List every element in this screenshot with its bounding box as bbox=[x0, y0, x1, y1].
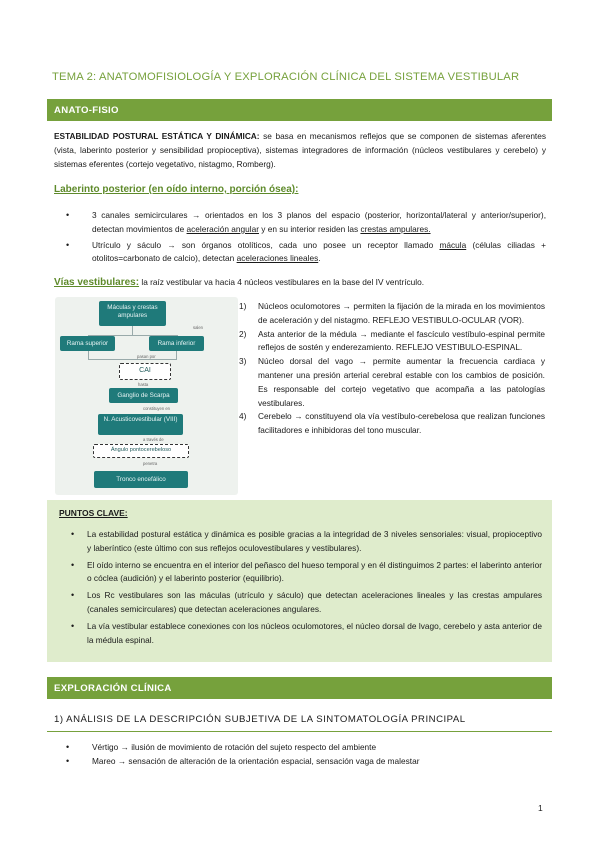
vias-text: la raíz vestibular va hacia 4 núcleos vestibulares en la base del IV ventrículo. bbox=[139, 277, 425, 287]
diagram-node-tronco: Tronco encefálico bbox=[94, 471, 188, 488]
list-item: • Los Rc vestibulares son las máculas (utrículo y sáculo) que detectan aceleraciones lineales y las crestas ampulares (canales semicirculares) que detectan aceleraciones angulares. bbox=[59, 589, 542, 617]
diagram-label-pasan: pasan por bbox=[137, 354, 156, 359]
list-item-text: Núcleo dorsal del vago → permite aumentar la frecuencia cardiaca y mantener una presión arterial cerebral estable con los cambios de posición. Es responsable del cortejo vegetativo que acompaña a las patologías vestibulares. bbox=[258, 356, 545, 408]
vias-heading: Vías vestibulares: bbox=[54, 277, 140, 288]
list-item bbox=[54, 209, 546, 237]
vestibular-pathway-diagram bbox=[55, 297, 238, 495]
diagram-label-traves: a través de bbox=[143, 437, 164, 442]
list-item: • La vía vestibular establece conexiones con los núcleos oculomotores, el núcleo dorsal de lvago, cerebelo y asta anterior de la médula espinal. bbox=[59, 620, 542, 648]
list-number: 2) bbox=[239, 328, 247, 339]
diagram-label-salen: salen bbox=[193, 325, 204, 330]
list-item bbox=[54, 239, 546, 267]
diagram-label-penetra: penetra bbox=[143, 461, 158, 466]
list-item-text: y en su interior residen las bbox=[258, 223, 361, 234]
diagram-node-ganglio: Ganglio de Scarpa bbox=[109, 388, 178, 403]
document-title: TEMA 2: ANATOMOFISIOLOGÍA Y EXPLORACIÓN CLÍNICA DEL SISTEMA VESTIBULAR bbox=[52, 71, 520, 83]
vias-numbered-list bbox=[239, 300, 545, 438]
key-points-heading: PUNTOS CLAVE: bbox=[59, 508, 128, 518]
laberinto-heading-text: Laberinto posterior (en oído interno, porción ósea): bbox=[54, 184, 299, 195]
underlined-term: aceleración angular bbox=[186, 223, 259, 234]
diagram-connector bbox=[132, 326, 133, 335]
banner-exploracion-clinica: EXPLORACIÓN CLÍNICA bbox=[47, 677, 552, 699]
list-item bbox=[239, 355, 545, 410]
list-item bbox=[239, 328, 545, 356]
diagram-node-maculas: Máculas y crestas ampulares bbox=[99, 301, 166, 326]
list-number: 4) bbox=[239, 411, 247, 422]
list-item-text: Cerebelo → constituyend ola vía vestíbulo-cerebelosa que realizan funciones facilitadores e inhibidoras del tono muscular. bbox=[258, 411, 545, 436]
list-item: • La estabilidad postural estática y dinámica es posible gracias a la integridad de 3 niveles sensoriales: visual, propioceptivo y laberíntico (este último con sus reflejos oculovestibulares y vestibulares). bbox=[59, 528, 542, 556]
underlined-term: mácula bbox=[439, 239, 467, 250]
section-1-heading: 1) ANÁLISIS DE LA DESCRIPCIÓN SUBJETIVA DE LA SINTOMATOLOGÍA PRINCIPAL bbox=[47, 708, 552, 732]
diagram-label-constituyen: constituyen en bbox=[143, 406, 171, 411]
vias-line bbox=[54, 275, 546, 290]
diagram-node-rama-superior: Rama superior bbox=[60, 336, 115, 351]
diagram-node-angulo: Ángulo pontocerebeloso bbox=[93, 444, 189, 458]
intro-lead: ESTABILIDAD POSTURAL ESTÁTICA Y DINÁMICA: bbox=[54, 131, 260, 141]
list-item-text: (células ciliadas + otolitos=carbonato de calcio), detectan bbox=[92, 239, 546, 264]
page-number: 1 bbox=[538, 803, 543, 813]
intro-paragraph bbox=[54, 130, 546, 171]
exploracion-list bbox=[54, 741, 546, 769]
banner-anato-fisio: ANATO-FISIO bbox=[47, 99, 552, 121]
list-item: • El oído interno se encuentra en el interior del peñasco del hueso temporal y en él distinguimos 2 partes: el laberinto anterior o cóclea (audición) y el laberinto posterior (equilibrio). bbox=[59, 559, 542, 587]
key-points-box bbox=[47, 500, 552, 662]
diagram-node-cai: CAI bbox=[119, 363, 171, 380]
diagram-connector bbox=[176, 351, 177, 359]
diagram-label-hasta: hasta bbox=[138, 382, 149, 387]
key-points-list bbox=[59, 528, 542, 647]
list-item: • Vértigo → ilusión de movimiento de rotación del sujeto respecto del ambiente bbox=[54, 741, 546, 755]
diagram-node-rama-inferior: Rama inferior bbox=[149, 336, 204, 351]
list-item-text: . bbox=[318, 253, 321, 264]
list-item: • Mareo → sensación de alteración de la orientación espacial, sensación vaga de malestar bbox=[54, 755, 546, 769]
list-item-text: Asta anterior de la médula → mediante el fascículo vestíbulo-espinal permite reflejos de sostén y enderezamiento. REFLEJO VESTIBULO-ESPINAL. bbox=[258, 328, 545, 353]
underlined-term: aceleraciones lineales bbox=[236, 253, 319, 264]
list-item-text: Núcleos oculomotores → permiten la fijación de la mirada en los movimientos de aceleración y del nistagmo. REFLEJO VESTIBULO-OCULAR (VOR). bbox=[258, 301, 545, 325]
list-number: 1) bbox=[239, 301, 247, 311]
list-item-text: 3 canales semicirculares → orientados en los 3 planos del espacio (posterior, horizontal/lateral y anterior/superior), detectan movimientos de bbox=[92, 210, 546, 234]
intro-text: se basa en mecanismos reflejos que se componen de sistemas aferentes (vista, laberinto posterior y sensibilidad propioceptiva), sistemas integradores de información (núcleos vestibulares y cerebelo) y sistemas eferentes (cortejo vegetativo, nistagmo, Romberg). bbox=[54, 131, 547, 169]
list-number: 3) bbox=[239, 356, 247, 367]
list-item-text: Utrículo y sáculo → son órganos otolíticos, cada uno posee un receptor llamado bbox=[92, 239, 440, 250]
laberinto-list bbox=[54, 209, 546, 266]
laberinto-heading bbox=[54, 184, 298, 195]
diagram-connector bbox=[88, 351, 89, 359]
underlined-term: crestas ampulares. bbox=[360, 223, 431, 234]
list-item bbox=[239, 410, 545, 438]
list-item bbox=[239, 300, 545, 328]
diagram-node-nervio: N. Acusticovestibular (VIII) bbox=[98, 414, 183, 435]
diagram-connector bbox=[88, 359, 177, 360]
